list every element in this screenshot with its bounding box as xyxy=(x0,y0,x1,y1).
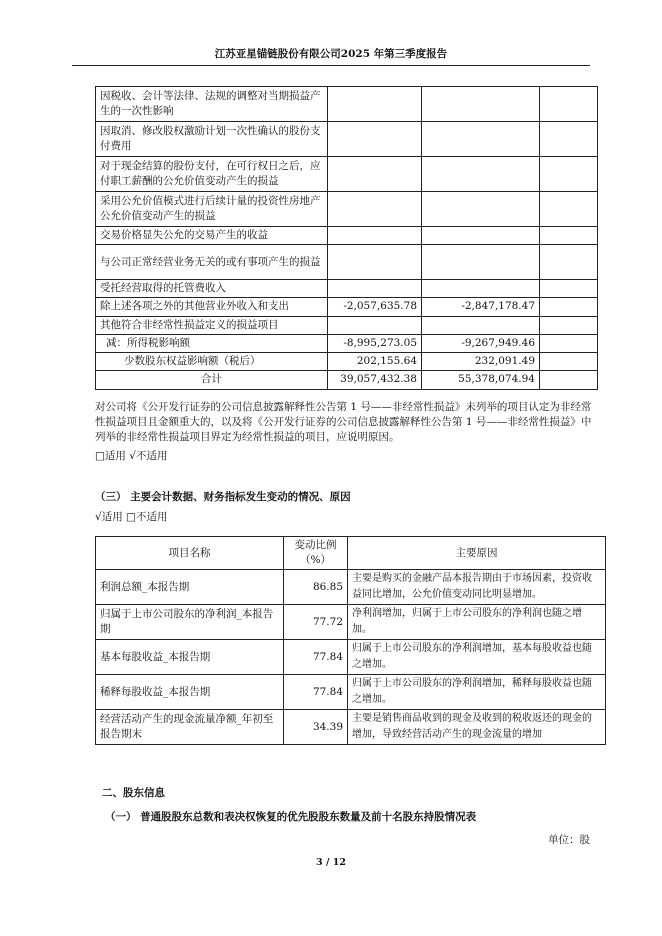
table-row xyxy=(96,245,598,280)
table-row xyxy=(96,87,598,122)
applicability-checkbox: √适用 □不适用 xyxy=(95,511,168,523)
row-note xyxy=(540,280,598,298)
table-row xyxy=(96,353,598,371)
row-item: 除上述各项之外的其他营业外收入和支出 xyxy=(96,298,328,316)
row-current: -2,057,635.78 xyxy=(328,298,422,316)
row-note xyxy=(540,192,598,227)
row-item: 因取消、修改股权激励计划一次性确认的股份支付费用 xyxy=(96,122,328,157)
page-number: 3 / 12 xyxy=(316,857,346,868)
table-row xyxy=(96,280,598,298)
row-current: 202,155.64 xyxy=(328,353,422,371)
row-reason: 净利润增加，归属于上市公司股东的净利润也随之增加。 xyxy=(348,605,606,640)
row-current xyxy=(328,316,422,334)
table-header-row xyxy=(96,537,606,570)
row-ytd xyxy=(422,280,540,298)
row-current xyxy=(328,280,422,298)
row-current xyxy=(328,245,422,280)
indicator-change-table xyxy=(95,536,606,745)
table-row xyxy=(96,192,598,227)
row-note xyxy=(540,371,598,389)
row-name: 利润总额_本报告期 xyxy=(96,570,284,605)
nonrecurring-gains-table xyxy=(95,86,598,390)
row-ytd xyxy=(422,227,540,245)
header-ratio: 变动比例（%） xyxy=(284,537,348,570)
row-note xyxy=(540,334,598,352)
page-header: 江苏亚星锚链股份有限公司2025 年第三季度报告 xyxy=(72,47,590,66)
header-name: 项目名称 xyxy=(96,537,284,570)
table-row xyxy=(96,640,606,675)
table-row xyxy=(96,605,606,640)
row-reason: 归属于上市公司股东的净利润增加，基本每股收益也随之增加。 xyxy=(348,640,606,675)
row-item: 对于现金结算的股份支付，在可行权日之后，应付职工薪酬的公允价值变动产生的损益 xyxy=(96,157,328,192)
row-item: 其他符合非经常性损益定义的损益项目 xyxy=(96,316,328,334)
header-reason: 主要原因 xyxy=(348,537,606,570)
row-current: 39,057,432.38 xyxy=(328,371,422,389)
row-item: 因税收、会计等法律、法规的调整对当期损益产生的一次性影响 xyxy=(96,87,328,122)
row-note xyxy=(540,245,598,280)
unit-label: 单位：股 xyxy=(548,834,590,846)
row-note xyxy=(540,122,598,157)
row-name: 稀释每股收益_本报告期 xyxy=(96,675,284,710)
table-row xyxy=(96,675,606,710)
row-item: 合计 xyxy=(96,371,328,389)
row-reason: 归属于上市公司股东的净利润增加，稀释每股收益也随之增加。 xyxy=(348,675,606,710)
row-ytd: -2,847,178.47 xyxy=(422,298,540,316)
row-note xyxy=(540,353,598,371)
row-ytd xyxy=(422,87,540,122)
row-ytd xyxy=(422,316,540,334)
row-item: 交易价格显失公允的交易产生的收益 xyxy=(96,227,328,245)
row-reason: 主要是销售商品收到的现金及收到的税收返还的现金的增加，导致经营活动产生的现金流量的增加 xyxy=(348,710,606,745)
row-ytd xyxy=(422,245,540,280)
row-current: -8,995,273.05 xyxy=(328,334,422,352)
row-current xyxy=(328,192,422,227)
table-row xyxy=(96,570,606,605)
row-note xyxy=(540,298,598,316)
table-row xyxy=(96,122,598,157)
table-row xyxy=(96,710,606,745)
row-ytd: -9,267,949.46 xyxy=(422,334,540,352)
table-row xyxy=(96,227,598,245)
row-ratio: 77.72 xyxy=(284,605,348,640)
table-row xyxy=(96,334,598,352)
row-current xyxy=(328,122,422,157)
row-ratio: 77.84 xyxy=(284,675,348,710)
row-current xyxy=(328,87,422,122)
row-note xyxy=(540,227,598,245)
row-item: 采用公允价值模式进行后续计量的投资性房地产公允价值变动产生的损益 xyxy=(96,192,328,227)
row-name: 经营活动产生的现金流量净额_年初至报告期末 xyxy=(96,710,284,745)
table-row xyxy=(96,371,598,389)
row-item: 与公司正常经营业务无关的或有事项产生的损益 xyxy=(96,245,328,280)
subsection-heading: （一） 普通股股东总数和表决权恢复的优先股股东数量及前十名股东持股情况表 xyxy=(105,811,477,823)
row-ytd: 232,091.49 xyxy=(422,353,540,371)
table-row xyxy=(96,298,598,316)
row-note xyxy=(540,316,598,334)
row-ytd xyxy=(422,122,540,157)
row-ytd xyxy=(422,192,540,227)
section-heading: 二、股东信息 xyxy=(102,787,165,799)
row-ratio: 34.39 xyxy=(284,710,348,745)
row-note xyxy=(540,87,598,122)
row-current xyxy=(328,227,422,245)
row-ratio: 86.85 xyxy=(284,570,348,605)
table-row xyxy=(96,316,598,334)
row-reason: 主要是购买的金融产品本报告期由于市场因素，投资收益同比增加，公允价值变动同比明显增加。 xyxy=(348,570,606,605)
explanation-paragraph: 对公司将《公开发行证券的公司信息披露解释性公告第 1 号——非经常性损益》未列举的项目认定为非经常性损益项目且金额重大的，以及将《公开发行证券的公司信息披露解释性公告第 1 号——非经常性损益》中列举的非经常性损益项目界定为经常性损益的项目，应说明原因。 xyxy=(95,401,592,444)
row-ratio: 77.84 xyxy=(284,640,348,675)
row-ytd: 55,378,074.94 xyxy=(422,371,540,389)
row-name: 基本每股收益_本报告期 xyxy=(96,640,284,675)
applicability-checkbox: □适用 √不适用 xyxy=(95,450,168,462)
row-note xyxy=(540,157,598,192)
row-name: 归属于上市公司股东的净利润_本报告期 xyxy=(96,605,284,640)
table-row xyxy=(96,157,598,192)
row-current xyxy=(328,157,422,192)
row-item: 少数股东权益影响额（税后） xyxy=(96,353,328,371)
row-item: 受托经营取得的托管费收入 xyxy=(96,280,328,298)
row-item: 减：所得税影响额 xyxy=(96,334,328,352)
row-ytd xyxy=(422,157,540,192)
section-heading: （三） 主要会计数据、财务指标发生变动的情况、原因 xyxy=(95,491,351,503)
